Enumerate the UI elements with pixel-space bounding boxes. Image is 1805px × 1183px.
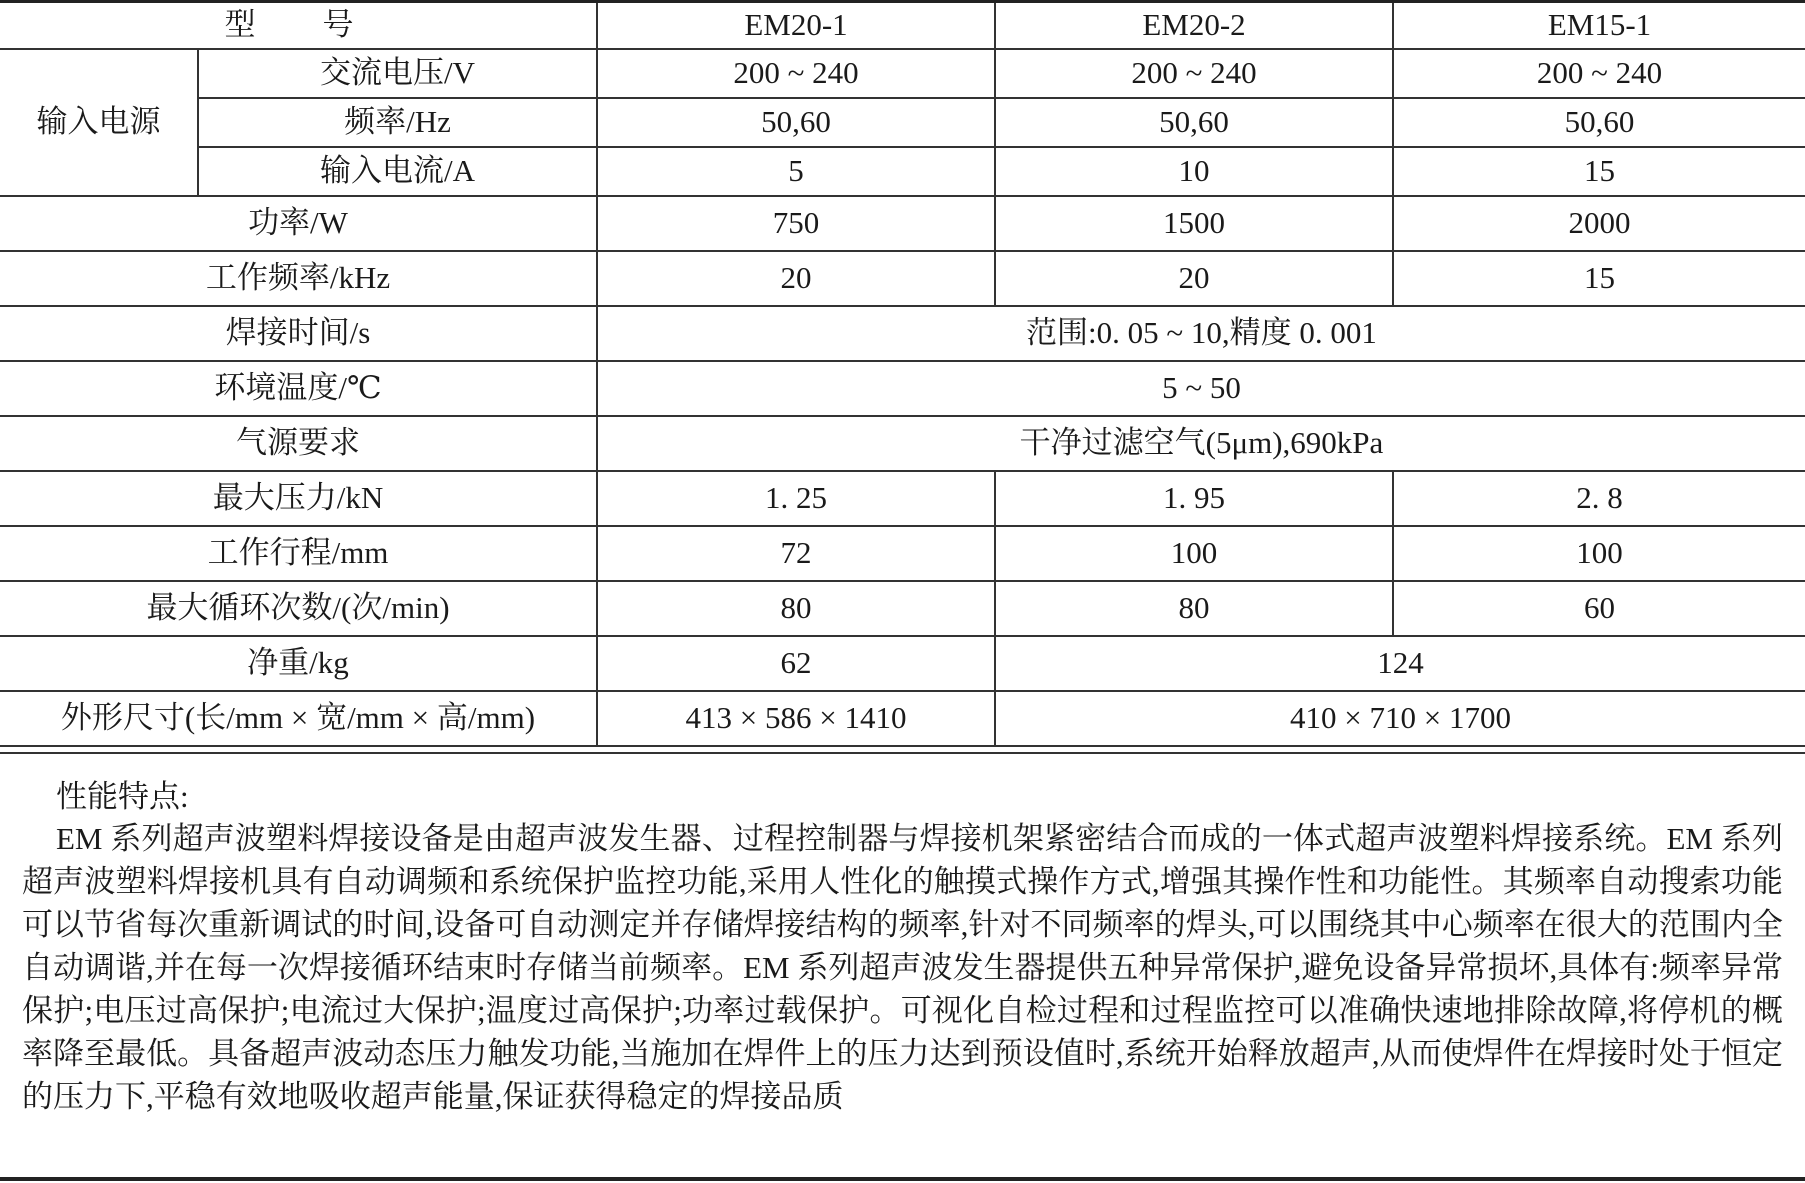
model-header-em15-1: EM15-1 xyxy=(1393,2,1805,49)
row-label-weld-time: 焊接时间/s xyxy=(0,306,597,361)
cell-work-frequency-1: 20 xyxy=(597,251,995,306)
input-power-group-label: 输入电源 xyxy=(0,49,198,196)
cell-ac-voltage-3: 200 ~ 240 xyxy=(1393,49,1805,98)
model-header-em20-1: EM20-1 xyxy=(597,2,995,49)
model-header-em20-2: EM20-2 xyxy=(995,2,1393,49)
cell-input-current-2: 10 xyxy=(995,147,1393,196)
row-label-ac-voltage: 交流电压/V xyxy=(198,49,597,98)
cell-max-cycles-2: 80 xyxy=(995,581,1393,636)
cell-work-frequency-2: 20 xyxy=(995,251,1393,306)
row-label-frequency: 频率/Hz xyxy=(198,98,597,147)
table-row xyxy=(0,361,1805,416)
cell-net-weight-1: 62 xyxy=(597,636,995,691)
row-label-power: 功率/W xyxy=(0,196,597,251)
cell-ambient-temp: 5 ~ 50 xyxy=(597,361,1805,416)
cell-stroke-3: 100 xyxy=(1393,526,1805,581)
table-row xyxy=(0,306,1805,361)
cell-max-cycles-1: 80 xyxy=(597,581,995,636)
model-header-cell xyxy=(0,2,597,49)
row-label-dimensions: 外形尺寸(长/mm × 宽/mm × 高/mm) xyxy=(0,691,597,746)
performance-notes xyxy=(0,752,1805,1118)
cell-work-frequency-3: 15 xyxy=(1393,251,1805,306)
cell-dimensions-1: 413 × 586 × 1410 xyxy=(597,691,995,746)
table-row xyxy=(0,49,1805,98)
row-label-input-current: 输入电流/A xyxy=(198,147,597,196)
row-label-max-cycles: 最大循环次数/(次/min) xyxy=(0,581,597,636)
table-row xyxy=(0,416,1805,471)
row-label-work-frequency: 工作频率/kHz xyxy=(0,251,597,306)
cell-input-current-3: 15 xyxy=(1393,147,1805,196)
notes-body: EM 系列超声波塑料焊接设备是由超声波发生器、过程控制器与焊接机架紧密结合而成的一体式超声波塑料焊接系统。EM 系列超声波塑料焊接机具有自动调频和系统保护监控功能,采用人性化的触摸式操作方式,增强其操作性和功能性。其频率自动搜索功能可以节省每次重新调试的时间,设备可自动测定并存储焊接结构的频率,针对不同频率的焊头,可以围绕其中心频率在很大的范围内全自动调谐,并在每一次焊接循环结束时存储当前频率。EM 系列超声波发生器提供五种异常保护,避免设备异常损坏,具体有:频率异常保护;电压过高保护;电流过大保护;温度过高保护;功率过载保护。可视化自检过程和过程监控可以准确快速地排除故障,将停机的概率降至最低。具备超声波动态压力触发功能,当施加在焊件上的压力达到预设值时,系统开始释放超声,从而使焊件在焊接时处于恒定的压力下,平稳有效地吸收超声能量,保证获得稳定的焊接品质 xyxy=(22,821,1783,1114)
row-label-ambient-temp: 环境温度/℃ xyxy=(0,361,597,416)
cell-max-force-3: 2. 8 xyxy=(1393,471,1805,526)
row-label-air-supply: 气源要求 xyxy=(0,416,597,471)
notes-title: 性能特点: xyxy=(56,779,189,814)
cell-weld-time: 范围:0. 05 ~ 10,精度 0. 001 xyxy=(597,306,1805,361)
table-row xyxy=(0,147,1805,196)
cell-stroke-1: 72 xyxy=(597,526,995,581)
bottom-rule xyxy=(0,1177,1805,1181)
table-row xyxy=(0,196,1805,251)
row-label-max-force: 最大压力/kN xyxy=(0,471,597,526)
row-label-net-weight: 净重/kg xyxy=(0,636,597,691)
table-row xyxy=(0,526,1805,581)
cell-frequency-3: 50,60 xyxy=(1393,98,1805,147)
cell-frequency-2: 50,60 xyxy=(995,98,1393,147)
model-header-label: 型 号 xyxy=(224,7,372,43)
cell-dimensions-2: 410 × 710 × 1700 xyxy=(995,691,1805,746)
cell-max-force-2: 1. 95 xyxy=(995,471,1393,526)
cell-power-3: 2000 xyxy=(1393,196,1805,251)
cell-air-supply: 干净过滤空气(5μm),690kPa xyxy=(597,416,1805,471)
table-row xyxy=(0,251,1805,306)
cell-input-current-1: 5 xyxy=(597,147,995,196)
cell-frequency-1: 50,60 xyxy=(597,98,995,147)
row-label-stroke: 工作行程/mm xyxy=(0,526,597,581)
cell-max-force-1: 1. 25 xyxy=(597,471,995,526)
cell-ac-voltage-1: 200 ~ 240 xyxy=(597,49,995,98)
table-row xyxy=(0,691,1805,746)
cell-power-2: 1500 xyxy=(995,196,1393,251)
cell-max-cycles-3: 60 xyxy=(1393,581,1805,636)
table-row xyxy=(0,98,1805,147)
cell-power-1: 750 xyxy=(597,196,995,251)
table-row xyxy=(0,636,1805,691)
table-header-row xyxy=(0,2,1805,49)
cell-stroke-2: 100 xyxy=(995,526,1393,581)
cell-net-weight-2: 124 xyxy=(995,636,1805,691)
cell-ac-voltage-2: 200 ~ 240 xyxy=(995,49,1393,98)
table-row xyxy=(0,471,1805,526)
table-row xyxy=(0,581,1805,636)
